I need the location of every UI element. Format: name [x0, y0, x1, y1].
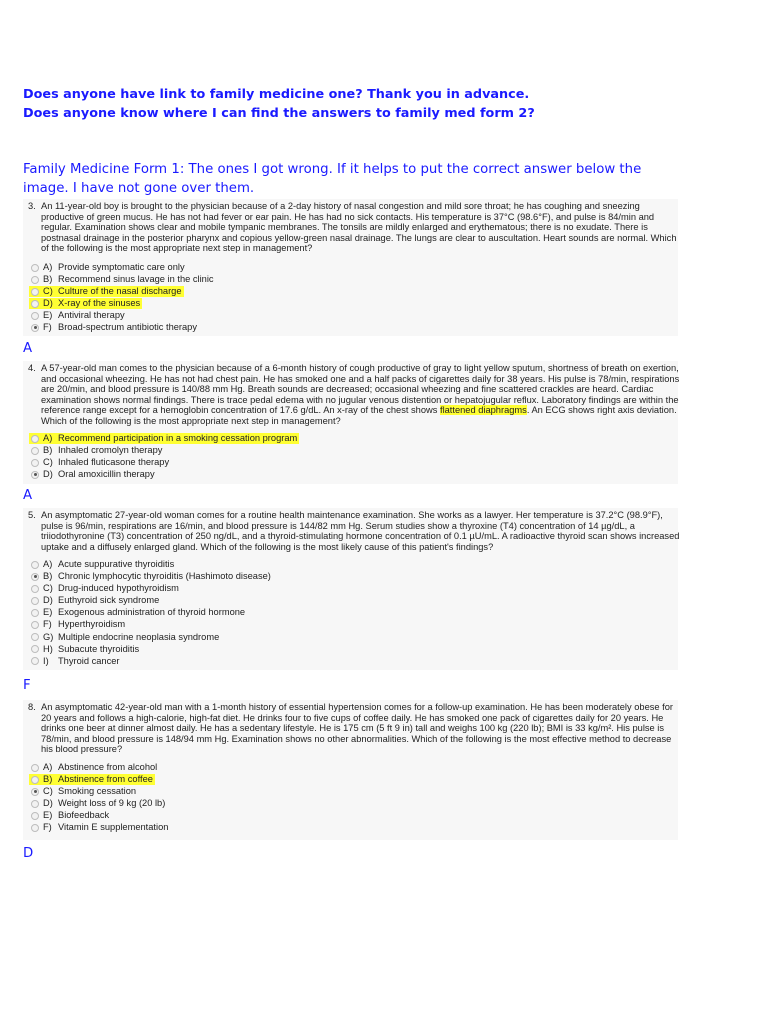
answer-option[interactable] [23, 468, 678, 480]
option-text: Chronic lymphocytic thyroiditis (Hashimoto disease) [58, 571, 271, 582]
option-text: Recommend sinus lavage in the clinic [58, 274, 214, 285]
answer-option[interactable] [23, 297, 678, 309]
answer-option[interactable] [23, 273, 678, 285]
question-text [41, 363, 681, 427]
option-text: Drug-induced hypothyroidism [58, 583, 179, 594]
option-text: Antiviral therapy [58, 310, 125, 321]
answer-option[interactable] [23, 594, 678, 606]
option-letter: C) [43, 786, 53, 797]
radio-button[interactable] [31, 597, 39, 605]
option-letter: A) [43, 762, 53, 772]
header-question: Does anyone know where I can find the answers to family med form 2? [23, 106, 535, 121]
radio-button[interactable] [31, 276, 39, 284]
radio-button[interactable] [31, 776, 39, 784]
question-text: An asymptomatic 42-year-old man with a 1-month history of essential hypertension comes for a follow-up examination. He has been moderately obese for 20 years and follows a high-calorie, high-fat diet. He drinks four to five cups of coffee daily. He has smoked one pack of cigarettes daily for 20 years. He drinks one beer at dinner almost daily. He has a sedentary lifestyle. He is 175 cm (5 ft 9 in) tall and weighs 100 kg (220 lb); BMI is 33 kg/m². His pulse is 78/min, and blood pressure is 148/94 mm Hg. Examination shows no other abnormalities. Which of the following is the most effective method to decrease his blood pressure? [41, 702, 673, 755]
answer-option[interactable] [23, 261, 678, 273]
correct-answer: D [23, 846, 34, 861]
stem-part: A 57-year-old man comes to the physician because of a 6-month history of cough productive of gray to light yellow sputum, shortness of breath on exertion, and occasional wheezing. He has not had chest pain. He has smoked one and a half packs of cigarettes daily for 38 years. His pulse is 78/min, respirations are 20/min, and blood pressure is 140/88 mm Hg. Breath sounds are decreased; occasional wheezing and fine scattered crackles are heard. Cardiac examination shows normal findings. There is trace pedal edema with no jugular venous distention or hepatojugular reflux. Laboratory findings are within the reference range except for a hemoglobin concentration of 17.6 g/dL. An x-ray of the chest shows [41, 363, 680, 416]
answer-option[interactable] [23, 570, 678, 582]
radio-button[interactable] [31, 788, 39, 796]
question-screenshot [23, 700, 678, 840]
question-text: An asymptomatic 27-year-old woman comes for a routine health maintenance examination. She works as a lawyer. Her temperature is 37.2°C (98.9°F), pulse is 96/min, respirations are 16/min, and blood pressure is 144/82 mm Hg. Serum studies show a thyroxine (T4) concentration of 14 µg/dL, a triiodothyronine (T3) concentration of 250 ng/dL, and a thyroid-stimulating hormone concentration of 0.1 µU/mL. A radioactive thyroid scan shows increased uptake and a diffusely enlarged gland. Which of the following is the most likely cause of this patient's findings? [41, 510, 680, 552]
answer-option[interactable] [23, 821, 678, 833]
answer-option[interactable] [23, 797, 678, 809]
answer-options [23, 261, 678, 334]
option-text: Vitamin E supplementation [58, 822, 169, 833]
option-letter: D) [43, 798, 53, 809]
radio-button[interactable] [31, 573, 39, 581]
radio-button[interactable] [31, 471, 39, 479]
question-number: 4. [28, 363, 36, 373]
option-text: Abstinence from alcohol [58, 762, 158, 772]
radio-button[interactable] [31, 764, 39, 772]
radio-button[interactable] [31, 459, 39, 467]
option-text: Subacute thyroiditis [58, 643, 140, 654]
question-screenshot [23, 508, 678, 670]
radio-button[interactable] [31, 657, 39, 665]
stem-part: . An ECG shows right axis deviation. Which of the following is the most appropriate next step in management? [41, 405, 677, 426]
radio-button[interactable] [31, 621, 39, 629]
option-letter: D) [43, 595, 53, 606]
radio-button[interactable] [31, 312, 39, 320]
radio-button[interactable] [31, 800, 39, 808]
option-text: Provide symptomatic care only [58, 262, 185, 272]
radio-button[interactable] [31, 812, 39, 820]
option-letter: F) [43, 822, 52, 833]
answer-options [23, 761, 678, 834]
answer-option[interactable] [23, 456, 678, 468]
answer-option[interactable] [23, 631, 678, 643]
header-question: Does anyone have link to family medicine one? Thank you in advance. [23, 87, 530, 102]
answer-option[interactable] [23, 785, 678, 797]
option-text: Oral amoxicillin therapy [58, 469, 155, 480]
option-letter: D) [43, 469, 53, 480]
option-letter: E) [43, 310, 53, 321]
option-letter: H) [43, 643, 53, 654]
answer-option[interactable] [23, 809, 678, 821]
option-text: Multiple endocrine neoplasia syndrome [58, 631, 220, 642]
option-letter: C) [43, 583, 53, 594]
option-letter: B) [43, 274, 53, 285]
option-text: Biofeedback [58, 810, 110, 821]
correct-answer: A [23, 341, 33, 356]
option-text: Smoking cessation [58, 786, 137, 797]
answer-option[interactable] [23, 444, 678, 456]
question-number: 8. [28, 702, 36, 712]
option-text: Culture of the nasal discharge [58, 286, 182, 297]
radio-button[interactable] [31, 447, 39, 455]
option-letter: A) [43, 559, 53, 569]
radio-button[interactable] [31, 645, 39, 653]
option-text: Hyperthyroidism [58, 619, 126, 630]
answer-option[interactable] [23, 309, 678, 321]
option-letter: B) [43, 571, 53, 582]
option-text: Broad-spectrum antibiotic therapy [58, 322, 198, 333]
radio-button[interactable] [31, 435, 39, 443]
option-letter: G) [43, 631, 54, 642]
radio-button[interactable] [31, 824, 39, 832]
answer-option[interactable] [23, 606, 678, 618]
radio-button[interactable] [31, 324, 39, 332]
radio-button[interactable] [31, 288, 39, 296]
correct-answer: F [23, 678, 31, 693]
option-letter: B) [43, 445, 53, 456]
option-text: Abstinence from coffee [58, 774, 153, 785]
option-letter: A) [43, 433, 53, 443]
option-letter: F) [43, 322, 52, 333]
option-letter: E) [43, 810, 53, 821]
question-number: 5. [28, 510, 36, 520]
answer-option[interactable] [23, 655, 678, 667]
option-text: Euthyroid sick syndrome [58, 595, 160, 606]
correct-answer: A [23, 488, 33, 503]
radio-button[interactable] [31, 561, 39, 569]
intro-text: Family Medicine Form 1: The ones I got wrong. If it helps to put the correct answer below the image. I have not gone over them. [23, 162, 642, 196]
option-text: Weight loss of 9 kg (20 lb) [58, 798, 166, 809]
option-text: Acute suppurative thyroiditis [58, 559, 175, 569]
option-letter: C) [43, 286, 53, 297]
option-letter: E) [43, 607, 53, 618]
stem-highlight: flattened diaphragms [439, 405, 527, 416]
answer-option[interactable] [23, 643, 678, 655]
option-text: Recommend participation in a smoking cessation program [58, 433, 298, 443]
option-letter: F) [43, 619, 52, 630]
option-letter: C) [43, 457, 53, 468]
option-letter: A) [43, 262, 53, 272]
option-letter: I) [43, 655, 49, 666]
answer-option[interactable] [23, 761, 678, 773]
option-text: X-ray of the sinuses [58, 298, 141, 309]
answer-option[interactable] [23, 618, 678, 630]
answer-option[interactable] [23, 558, 678, 570]
answer-option[interactable] [23, 582, 678, 594]
radio-button[interactable] [31, 585, 39, 593]
radio-button[interactable] [31, 633, 39, 641]
radio-button[interactable] [31, 609, 39, 617]
answer-option[interactable] [23, 285, 678, 297]
question-screenshot [23, 199, 678, 336]
option-text: Exogenous administration of thyroid hormone [58, 607, 246, 618]
option-letter: B) [43, 774, 53, 785]
radio-button[interactable] [31, 300, 39, 308]
answer-option[interactable] [23, 432, 678, 444]
answer-option[interactable] [23, 321, 678, 333]
option-text: Thyroid cancer [58, 655, 120, 666]
answer-options [23, 432, 678, 480]
question-text: An 11-year-old boy is brought to the physician because of a 2-day history of nasal congestion and mild sore throat; he has coughing and sneezing productive of green mucus. He has not had fever or ear pain. He has had no sick contacts. His temperature is 37°C (98.6°F), and pulse is 84/min and regular. Examination shows clear and mobile tympanic membranes. The tonsils are mildly enlarged and erythematous; there is no exudate. There is postnasal drainage in the posterior pharynx and copious yellow-green nasal drainage. The lungs are clear to auscultation. Heart sounds are normal. Which of the following is the most appropriate next step in management? [41, 201, 677, 254]
option-letter: D) [43, 298, 53, 309]
answer-options [23, 558, 678, 667]
radio-button[interactable] [31, 264, 39, 272]
answer-option[interactable] [23, 773, 678, 785]
question-screenshot [23, 361, 678, 484]
option-text: Inhaled cromolyn therapy [58, 445, 163, 456]
question-number: 3. [28, 201, 36, 211]
option-text: Inhaled fluticasone therapy [58, 457, 170, 468]
